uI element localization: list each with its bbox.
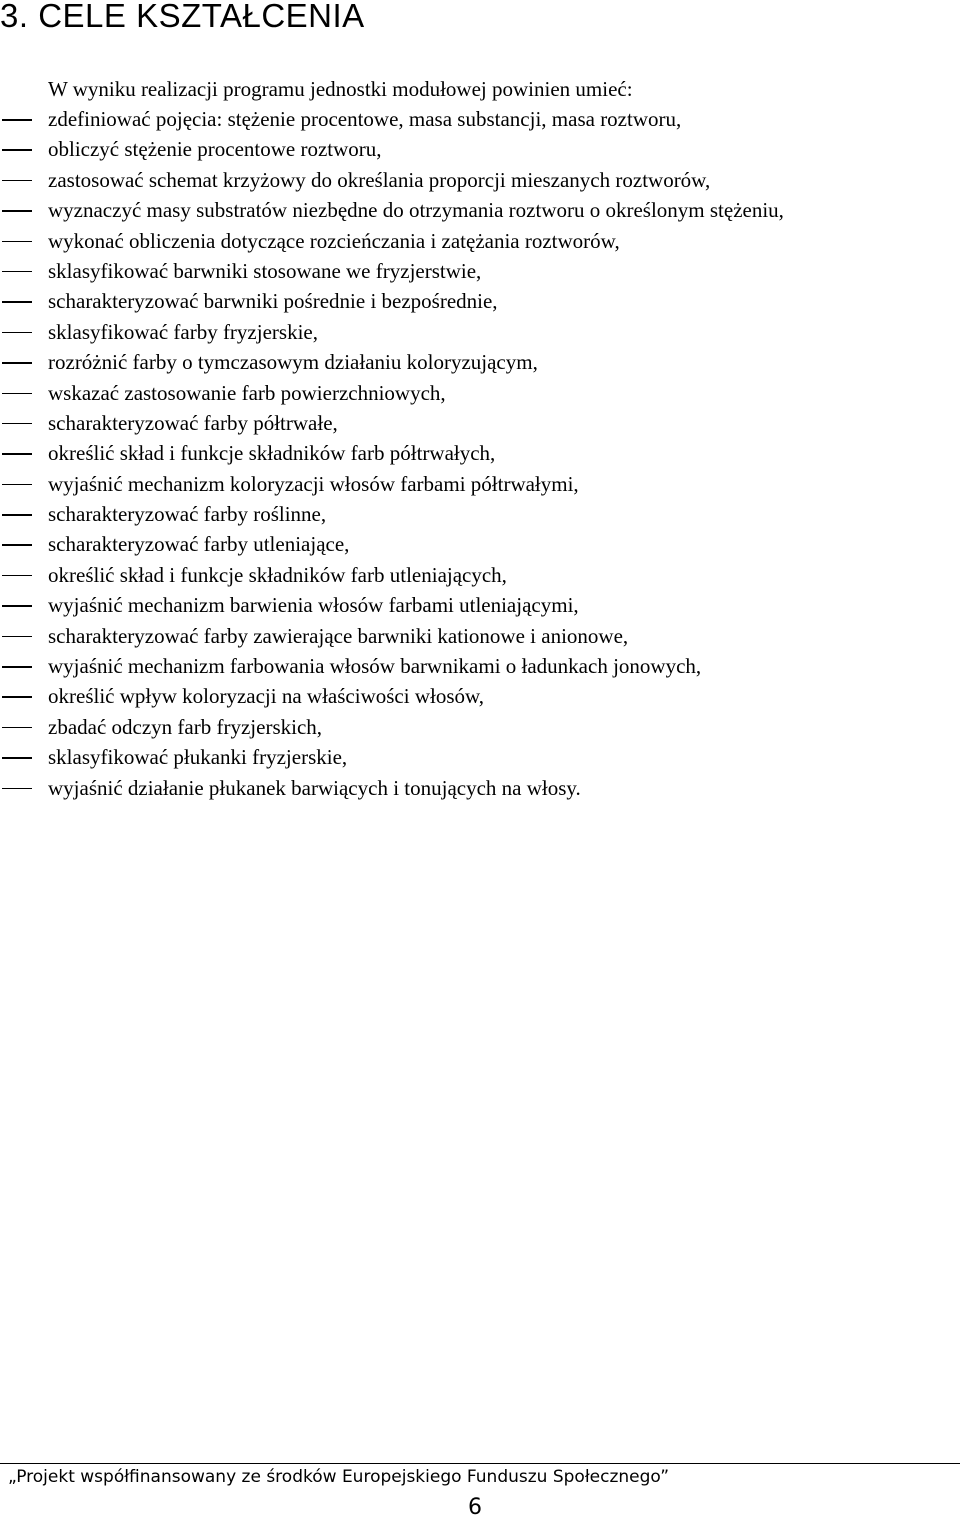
dash-bullet-icon bbox=[2, 788, 32, 790]
footer-divider bbox=[0, 1463, 960, 1464]
list-item bbox=[0, 104, 950, 134]
list-item bbox=[0, 134, 950, 164]
dash-bullet-icon bbox=[2, 271, 32, 273]
list-item-text: określić skład i funkcje składników farb utleniających, bbox=[48, 562, 507, 587]
list-item-text: scharakteryzować farby zawierające barwniki kationowe i anionowe, bbox=[48, 623, 629, 648]
dash-bullet-icon bbox=[2, 210, 32, 212]
list-item-text: sklasyfikować płukanki fryzjerskie, bbox=[48, 745, 348, 770]
dash-bullet-icon bbox=[2, 605, 32, 607]
dash-bullet-icon bbox=[2, 119, 32, 121]
list-item bbox=[0, 651, 950, 681]
objectives-list bbox=[0, 104, 950, 803]
list-item bbox=[0, 195, 950, 225]
dash-bullet-icon bbox=[2, 423, 32, 425]
list-item bbox=[0, 408, 950, 438]
list-item-text: zdefiniować pojęcia: stężenie procentowe, masa substancji, masa roztworu, bbox=[48, 107, 682, 131]
dash-bullet-icon bbox=[2, 241, 32, 243]
intro-text: W wyniku realizacji programu jednostki modułowej powinien umieć: bbox=[48, 77, 633, 101]
dash-bullet-icon bbox=[2, 149, 32, 151]
list-item-text: scharakteryzować farby roślinne, bbox=[48, 502, 327, 527]
dash-bullet-icon bbox=[2, 301, 32, 303]
list-item-text: określić skład i funkcje składników farb półtrwałych, bbox=[48, 441, 496, 466]
dash-bullet-icon bbox=[2, 696, 32, 698]
list-item-text: scharakteryzować farby półtrwałe, bbox=[48, 410, 338, 435]
list-item bbox=[0, 165, 950, 195]
dash-bullet-icon bbox=[2, 180, 32, 182]
list-item bbox=[0, 438, 950, 468]
list-item-text: zbadać odczyn farb fryzjerskich, bbox=[48, 714, 323, 739]
list-item bbox=[0, 529, 950, 559]
list-item bbox=[0, 347, 950, 377]
dash-bullet-icon bbox=[2, 362, 32, 364]
list-item-text: rozróżnić farby o tymczasowym działaniu koloryzującym, bbox=[48, 350, 538, 375]
list-item bbox=[0, 590, 950, 620]
dash-bullet-icon bbox=[2, 484, 32, 486]
list-item-text: wyjaśnić mechanizm barwienia włosów farbami utleniającymi, bbox=[48, 593, 579, 618]
list-item bbox=[0, 773, 950, 803]
footer-note: „Projekt współfinansowany ze środków Europejskiego Funduszu Społecznego” bbox=[8, 1467, 670, 1487]
dash-bullet-icon bbox=[2, 757, 32, 759]
list-item bbox=[0, 681, 950, 711]
dash-bullet-icon bbox=[2, 727, 32, 729]
dash-bullet-icon bbox=[2, 514, 32, 516]
list-item-text: scharakteryzować barwniki pośrednie i bezpośrednie, bbox=[48, 289, 498, 314]
list-item-text: zastosować schemat krzyżowy do określania proporcji mieszanych roztworów, bbox=[48, 167, 711, 192]
dash-bullet-icon bbox=[2, 453, 32, 455]
list-item bbox=[0, 621, 950, 651]
dash-bullet-icon bbox=[2, 544, 32, 546]
list-item-text: wyjaśnić mechanizm farbowania włosów barwnikami o ładunkach jonowych, bbox=[48, 654, 702, 679]
list-item bbox=[0, 499, 950, 529]
list-item-text: wskazać zastosowanie farb powierzchniowych, bbox=[48, 380, 446, 405]
section-heading: 3. CELE KSZTAŁCENIA bbox=[0, 0, 365, 34]
dash-bullet-icon bbox=[2, 636, 32, 638]
list-item bbox=[0, 469, 950, 499]
list-item-text: określić wpływ koloryzacji na właściwości włosów, bbox=[48, 684, 485, 709]
dash-bullet-icon bbox=[2, 575, 32, 577]
page-number: 6 bbox=[468, 1495, 482, 1520]
list-item bbox=[0, 378, 950, 408]
list-item bbox=[0, 286, 950, 316]
list-item bbox=[0, 742, 950, 772]
list-item-text: scharakteryzować farby utleniające, bbox=[48, 532, 350, 557]
dash-bullet-icon bbox=[2, 666, 32, 668]
list-item-text: wyznaczyć masy substratów niezbędne do otrzymania roztworu o określonym stężeniu, bbox=[48, 198, 784, 223]
list-item-text: wykonać obliczenia dotyczące rozcieńczania i zatężania roztworów, bbox=[48, 228, 620, 253]
dash-bullet-icon bbox=[2, 332, 32, 334]
list-item bbox=[0, 226, 950, 256]
list-item bbox=[0, 256, 950, 286]
list-item bbox=[0, 317, 950, 347]
list-item bbox=[0, 712, 950, 742]
list-item-text: wyjaśnić mechanizm koloryzacji włosów farbami półtrwałymi, bbox=[48, 471, 579, 496]
list-item-text: obliczyć stężenie procentowe roztworu, bbox=[48, 137, 382, 162]
list-item-text: wyjaśnić działanie płukanek barwiących i tonujących na włosy. bbox=[48, 775, 581, 800]
list-item bbox=[0, 560, 950, 590]
dash-bullet-icon bbox=[2, 393, 32, 395]
list-item-text: sklasyfikować farby fryzjerskie, bbox=[48, 319, 318, 344]
list-item-text: sklasyfikować barwniki stosowane we fryzjerstwie, bbox=[48, 258, 482, 283]
